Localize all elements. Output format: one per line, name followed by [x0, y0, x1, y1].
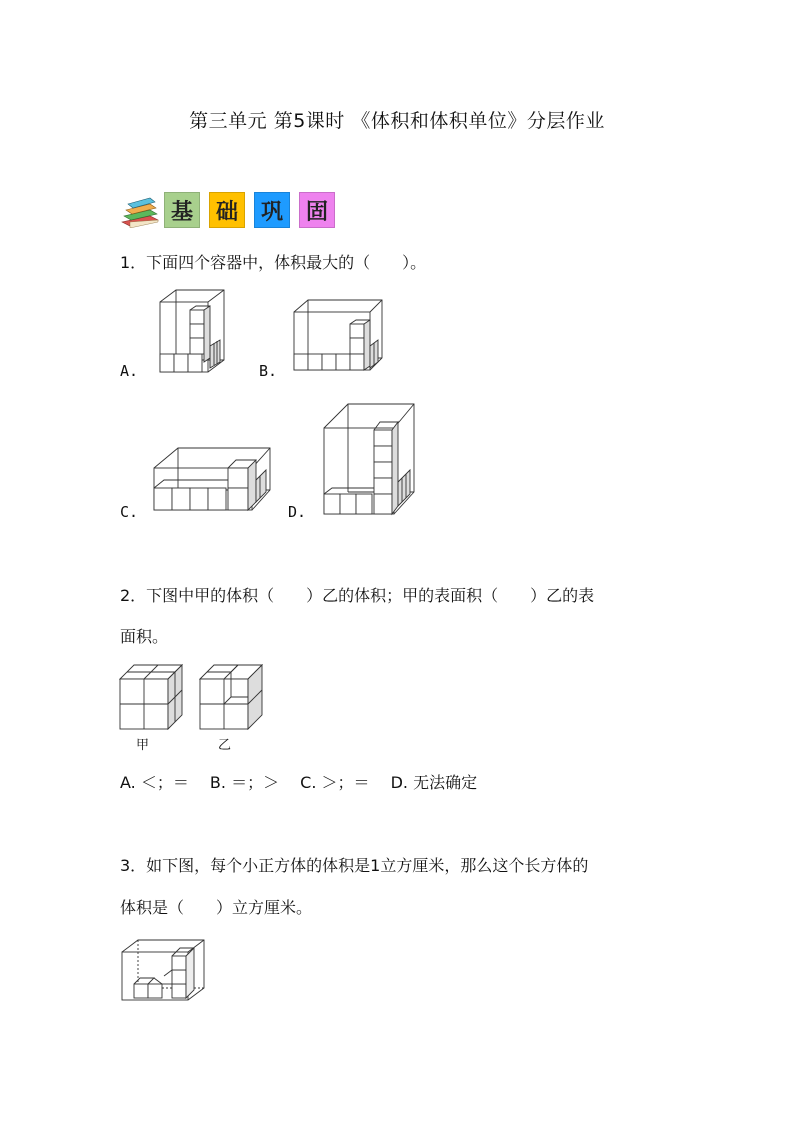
q3-text-line1: 3．如下图，每个小正方体的体积是1立方厘米，那么这个长方体的: [120, 856, 589, 875]
q1-option-b: B.: [259, 362, 278, 380]
figure-cuboid: [118, 936, 208, 1006]
section-header: [120, 190, 344, 230]
q1-text: 1．下面四个容器中，体积最大的（ ）。: [120, 253, 427, 272]
q3-text-line2: 体积是（ ）立方厘米。: [120, 898, 313, 917]
q1-option-a: A.: [120, 362, 139, 380]
label-yi: 乙: [218, 738, 232, 753]
books-icon: [120, 192, 160, 228]
tag-gong: 巩: [254, 192, 290, 228]
tag-chu: 础: [209, 192, 245, 228]
q2-options: A. ＜；＝ B. ＝；＞ C. ＞；＝ D. 无法确定: [120, 773, 478, 792]
tag-gu: 固: [299, 192, 335, 228]
page-title: 第三单元 第5课时 《体积和体积单位》分层作业: [189, 110, 605, 132]
q2-text-line1: 2．下图中甲的体积（ ）乙的体积；甲的表面积（ ）乙的表: [120, 586, 595, 605]
q2-text-line2: 面积。: [120, 627, 169, 646]
figure-d-container: [320, 402, 420, 517]
label-jia: 甲: [136, 738, 150, 753]
q1-option-d: D.: [288, 503, 307, 521]
q1-option-c: C.: [120, 503, 139, 521]
figure-jia: [118, 663, 188, 731]
figure-yi: [198, 663, 268, 731]
tag-ji: 基: [164, 192, 200, 228]
figure-c-container: [150, 446, 275, 514]
figure-b-container: [290, 296, 385, 376]
figure-a-container: [150, 288, 240, 378]
